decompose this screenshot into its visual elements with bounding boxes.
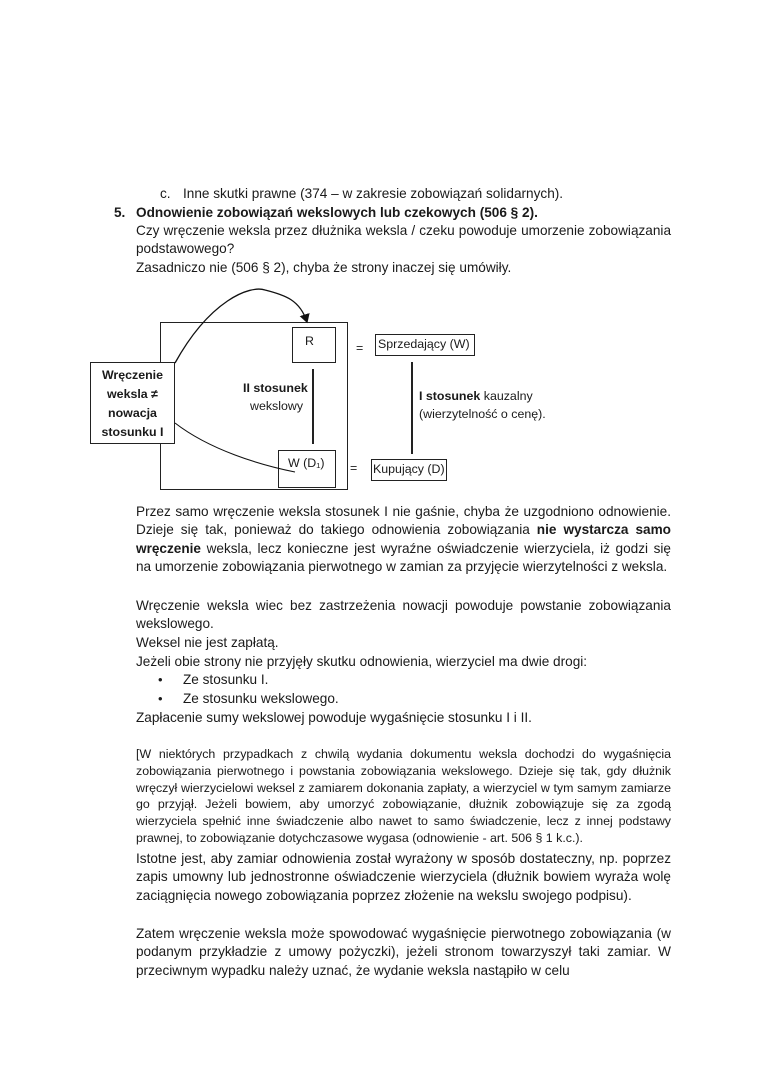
bullet-item: Ze stosunku I. <box>183 672 269 687</box>
equals-top: = <box>356 341 364 355</box>
section-heading: Odnowienie zobowiązań wekslowych lub czekowych (506 § 2). <box>136 205 538 220</box>
bullet-icon: • <box>158 691 163 706</box>
relation-1-label-normal: kauzalny <box>483 389 533 403</box>
relation-2-label: wekslowy <box>250 399 304 413</box>
buyer-box <box>371 459 447 481</box>
paragraph-5: Zapłacenie sumy wekslowej powoduje wygaśnięcie stosunku I i II. <box>136 710 532 725</box>
relation-2-label-bold: II stosunek <box>243 381 308 395</box>
relation-1-note: (wierzytelność o cenę). <box>419 407 546 421</box>
equals-bottom: = <box>350 461 358 475</box>
section-answer: Zasadniczo nie (506 § 2), chyba że strony inaczej się umówiły. <box>136 260 512 275</box>
relation-1-label-bold: I stosunek <box>419 389 481 403</box>
quote-paragraph-1: [W niektórych przypadkach z chwilą wydania dokumentu weksla dochodzi do wygaśnięcia zobowiązania pierwotnego i powstania zobowiązania wekslowego. Dzieje się tak, gdy dłużnik wręczył wierzycielowi weksel z zamiarem dokonania zapłaty, a wierzyciel w tym samym zamiarze go przyjął. Jeżeli bowiem, aby umorzyć zobowiązanie, dłużnik zobowiązuje się za zgodą wierzyciela spełnić inne świadczenie albo nawet to samo świadczenie, lecz z innej podstawy prawnej, to zobowiązanie dotychczasowe wygasa (odnowienie - art. 506 § 1 k.c.). <box>136 747 671 845</box>
seller-label: Sprzedający (W) <box>378 337 470 351</box>
paragraph-3: Weksel nie jest zapłatą. <box>136 635 279 650</box>
relation-1-line <box>411 362 413 454</box>
paragraph-2: Wręczenie weksla wiec bez zastrzeżenia nowacji powoduje powstanie zobowiązania wekslowego. <box>136 598 671 632</box>
bullet-item: Ze stosunku wekslowego. <box>183 691 339 706</box>
paragraph-1 <box>136 503 671 577</box>
list-item-text: Inne skutki prawne (374 – w zakresie zobowiązań solidarnych). <box>183 186 564 201</box>
quote-paragraph-3: Zatem wręczenie weksla może spowodować wygaśnięcie pierwotnego zobowiązania (w podanym przykładzie z umowy pożyczki), jeżeli stronom towarzyszył taki zamiar. W przeciwnym wypadku należy uznać, że wydanie weksla nastąpiło w celu <box>136 926 671 978</box>
paragraph-1-text-a: Przez samo wręczenie weksla stosunek I nie gaśnie, chyba że uzgodniono odnowienie. Dzieje się tak, ponieważ do takiego odnowienia zobowiązania <box>136 504 671 538</box>
seller-box <box>375 334 475 356</box>
paragraph-1-bold: nie wystarcza samo wręczenie <box>136 522 671 556</box>
list-item-marker: c. <box>160 186 171 201</box>
w-d1-label: W (D₁) <box>288 456 325 470</box>
delivery-line-2: weksla ≠ <box>107 387 158 401</box>
delivery-line-1: Wręczenie <box>101 368 164 382</box>
section-question: Czy wręczenie weksla przez dłużnika weksla / czeku powoduje umorzenie zobowiązania podstawowego? <box>136 223 671 257</box>
r-box-label: R <box>305 334 314 348</box>
buyer-label: Kupujący (D) <box>373 462 445 476</box>
quote-paragraph-2: Istotne jest, aby zamiar odnowienia został wyrażony w sposób dostateczny, np. poprzez zapis umowny lub jednostronne oświadczenie wierzyciela (dłużnik bowiem wyraża wolę zaciągnięcia nowego zobowiązania poprzez złożenie na wekslu swojego podpisu). <box>136 851 671 903</box>
w-d1-box <box>278 450 336 488</box>
bullet-icon: • <box>158 672 163 687</box>
paragraph-4: Jeżeli obie strony nie przyjęły skutku odnowienia, wierzyciel ma dwie drogi: <box>136 654 588 669</box>
delivery-line-4: stosunku I <box>101 425 164 439</box>
r-box <box>292 327 336 363</box>
relation-1-label <box>419 388 533 405</box>
delivery-box <box>90 362 175 444</box>
delivery-line-3: nowacja <box>108 406 157 420</box>
relation-2-line <box>312 369 314 444</box>
section-number: 5. <box>114 205 126 220</box>
paragraph-1-text-b: weksla, lecz konieczne jest wyraźne oświadczenie wierzyciela, iż godzi się na umorzenie zobowiązania pierwotnego w zamian za przyjęcie wierzytelności z weksla. <box>136 540 671 575</box>
